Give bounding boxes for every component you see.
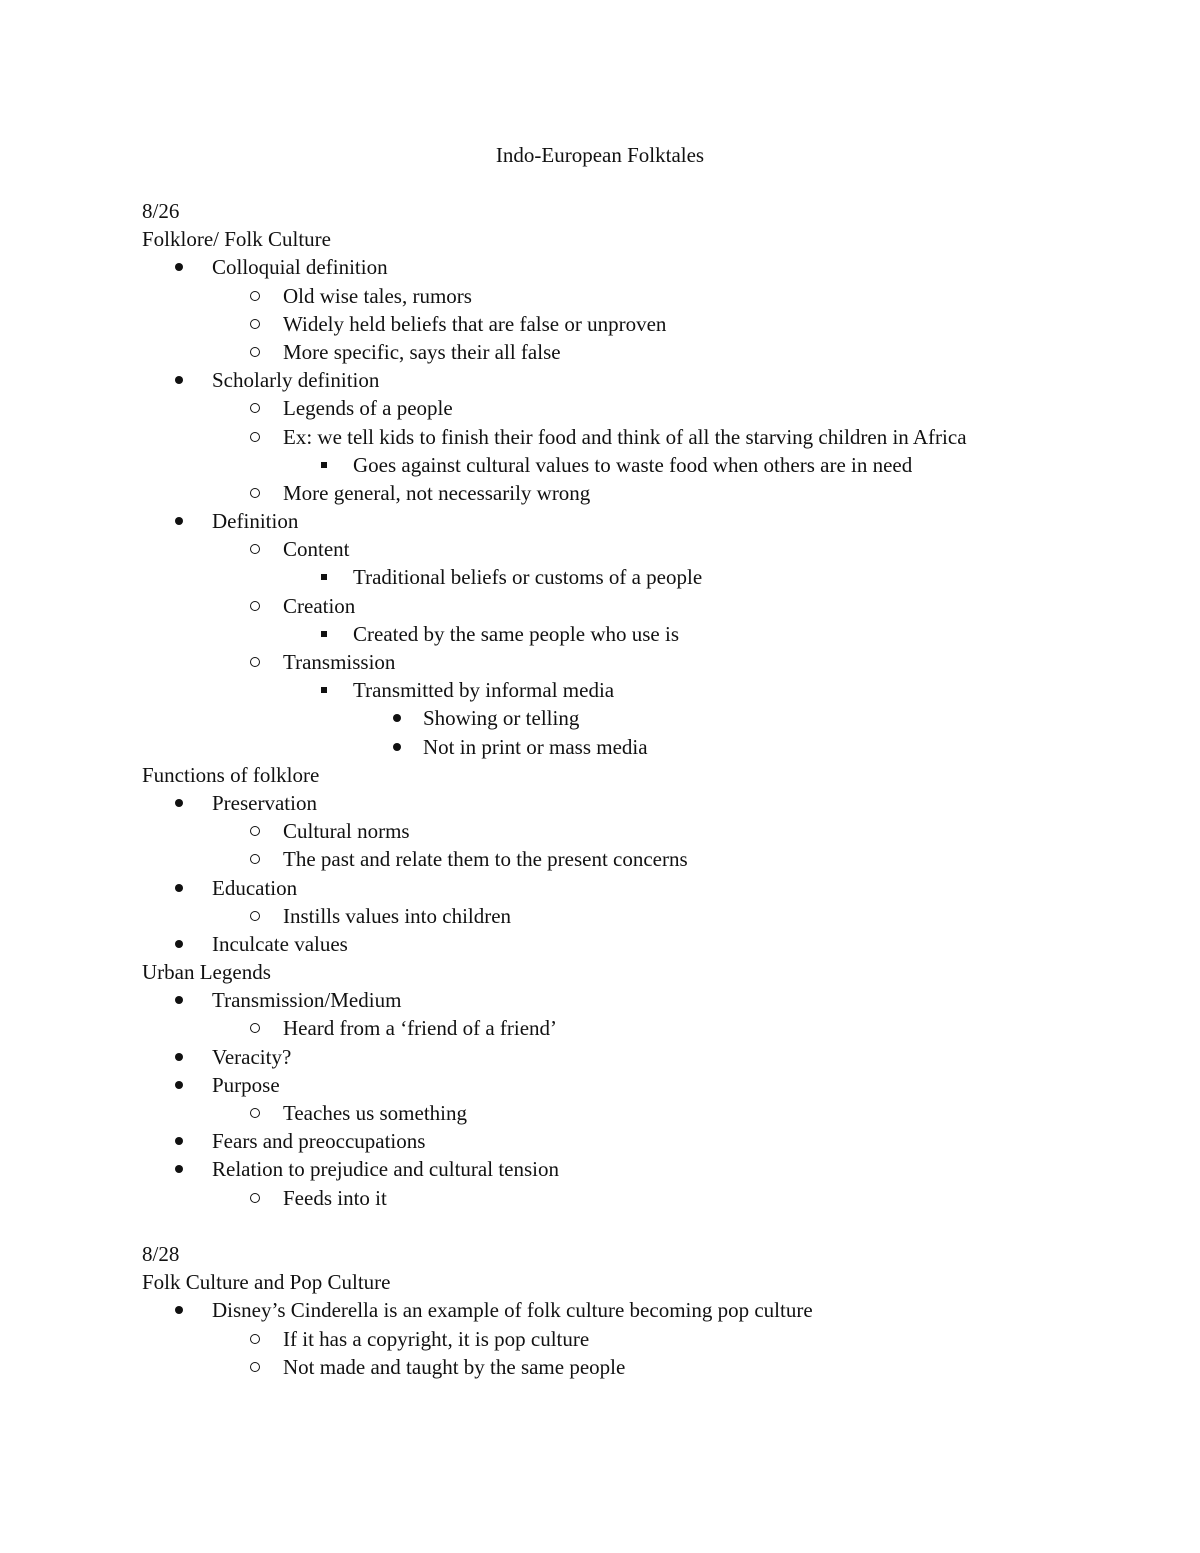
bullet-circle-icon — [250, 854, 260, 864]
bullet-circle-icon — [250, 403, 260, 413]
line-text: If it has a copyright, it is pop culture — [283, 1326, 590, 1351]
list-item — [142, 1184, 1142, 1212]
list-item — [142, 338, 1142, 366]
bullet-disc-icon — [175, 1165, 183, 1173]
line-text: Widely held beliefs that are false or unproven — [283, 311, 667, 336]
line-text: Colloquial definition — [212, 255, 388, 280]
line-text: Purpose — [212, 1072, 280, 1097]
list-item — [142, 253, 1142, 281]
bullet-disc-icon — [393, 714, 401, 722]
list-item — [142, 282, 1142, 310]
line-text: Folk Culture and Pop Culture — [142, 1270, 391, 1295]
line-text: Not in print or mass media — [423, 734, 648, 759]
list-item — [142, 310, 1142, 338]
list-item — [142, 648, 1142, 676]
line-text: 8/26 — [142, 199, 180, 223]
bullet-circle-icon — [250, 319, 260, 329]
bullet-circle-icon — [250, 1108, 260, 1118]
line-text: Inculcate values — [212, 931, 348, 956]
line-text: Cultural norms — [283, 819, 410, 844]
document-title: Indo-European Folktales — [495, 143, 705, 167]
list-item — [142, 507, 1142, 535]
line-text: Ex: we tell kids to finish their food and think of all the starving children in Africa — [283, 424, 967, 449]
list-item — [142, 789, 1142, 817]
bullet-square-icon — [321, 687, 327, 693]
list-item — [142, 1043, 1142, 1071]
line-text: Feeds into it — [283, 1185, 387, 1210]
line-text: Creation — [283, 593, 356, 618]
bullet-disc-icon — [175, 376, 183, 384]
bullet-square-icon — [321, 631, 327, 637]
list-item — [142, 423, 1142, 451]
line-text: Urban Legends — [142, 960, 271, 985]
list-item — [142, 1127, 1142, 1155]
list-item — [142, 704, 1142, 732]
line-text: More general, not necessarily wrong — [283, 480, 591, 505]
line-text: Disney’s Cinderella is an example of folk culture becoming pop culture — [212, 1298, 813, 1323]
line-text: Relation to prejudice and cultural tension — [212, 1157, 559, 1182]
line-text: The past and relate them to the present concerns — [283, 847, 688, 872]
bullet-circle-icon — [250, 911, 260, 921]
line-text: Fears and preoccupations — [212, 1129, 426, 1154]
list-item — [142, 817, 1142, 845]
line-text: Preservation — [212, 790, 317, 815]
bullet-disc-icon — [175, 1137, 183, 1145]
list-item — [142, 394, 1142, 422]
bullet-disc-icon — [175, 263, 183, 271]
list-item — [142, 902, 1142, 930]
bullet-disc-icon — [175, 517, 183, 525]
bullet-disc-icon — [175, 884, 183, 892]
line-text: Instills values into children — [283, 903, 512, 928]
list-item — [142, 986, 1142, 1014]
list-item — [142, 1155, 1142, 1183]
list-item — [142, 733, 1142, 761]
bullet-circle-icon — [250, 432, 260, 442]
line-text: Content — [283, 537, 350, 562]
bullet-circle-icon — [250, 544, 260, 554]
bullet-disc-icon — [175, 1081, 183, 1089]
line-text: Heard from a ‘friend of a friend’ — [283, 1016, 558, 1041]
bullet-circle-icon — [250, 1334, 260, 1344]
line-text: Transmission/Medium — [212, 988, 402, 1013]
line-text: Created by the same people who use is — [353, 621, 679, 646]
section-heading — [142, 761, 1142, 789]
section-heading — [142, 1268, 1142, 1296]
section-heading — [142, 197, 1142, 225]
line-text: Old wise tales, rumors — [283, 283, 472, 308]
list-item — [142, 563, 1142, 591]
list-item — [142, 592, 1142, 620]
line-text: 8/28 — [142, 1241, 180, 1266]
bullet-circle-icon — [250, 1193, 260, 1203]
list-item — [142, 620, 1142, 648]
list-item — [142, 1071, 1142, 1099]
line-text: Scholarly definition — [212, 368, 380, 393]
bullet-circle-icon — [250, 1362, 260, 1372]
list-item — [142, 366, 1142, 394]
line-text: Functions of folklore — [142, 762, 320, 787]
line-text: Teaches us something — [283, 1101, 467, 1125]
line-text: Traditional beliefs or customs of a people — [353, 565, 703, 590]
bullet-circle-icon — [250, 291, 260, 301]
line-text: Folklore/ Folk Culture — [142, 227, 331, 252]
bullet-circle-icon — [250, 657, 260, 667]
section-heading — [142, 1240, 1142, 1268]
line-text: Showing or telling — [423, 706, 580, 731]
list-item — [142, 1014, 1142, 1042]
list-item — [142, 1325, 1142, 1353]
bullet-disc-icon — [175, 1306, 183, 1314]
list-item — [142, 535, 1142, 563]
line-text: Veracity? — [212, 1044, 292, 1069]
list-item — [142, 845, 1142, 873]
bullet-circle-icon — [250, 488, 260, 498]
bullet-circle-icon — [250, 826, 260, 836]
line-text: Goes against cultural values to waste food when others are in need — [353, 452, 913, 477]
section-heading — [142, 958, 1142, 986]
blank-line — [142, 1212, 1142, 1240]
list-item — [142, 479, 1142, 507]
bullet-square-icon — [321, 574, 327, 580]
bullet-disc-icon — [175, 996, 183, 1004]
line-text: Not made and taught by the same people — [283, 1354, 626, 1379]
bullet-disc-icon — [175, 799, 183, 807]
bullet-disc-icon — [175, 1053, 183, 1061]
list-item — [142, 451, 1142, 479]
list-item — [142, 874, 1142, 902]
bullet-square-icon — [321, 462, 327, 468]
line-text: Definition — [212, 509, 299, 534]
line-text: Legends of a people — [283, 396, 453, 421]
list-item — [142, 676, 1142, 704]
bullet-circle-icon — [250, 601, 260, 611]
line-text: Transmission — [283, 650, 396, 674]
section-heading — [142, 225, 1142, 253]
bullet-circle-icon — [250, 1023, 260, 1033]
bullet-disc-icon — [175, 940, 183, 948]
line-text: More specific, says their all false — [283, 339, 561, 364]
notes-body — [142, 197, 1142, 1381]
bullet-circle-icon — [250, 347, 260, 357]
list-item — [142, 1296, 1142, 1324]
line-text: Education — [212, 875, 298, 900]
list-item — [142, 930, 1142, 958]
bullet-disc-icon — [393, 743, 401, 751]
line-text: Transmitted by informal media — [353, 678, 615, 703]
list-item — [142, 1099, 1142, 1127]
list-item — [142, 1353, 1142, 1381]
